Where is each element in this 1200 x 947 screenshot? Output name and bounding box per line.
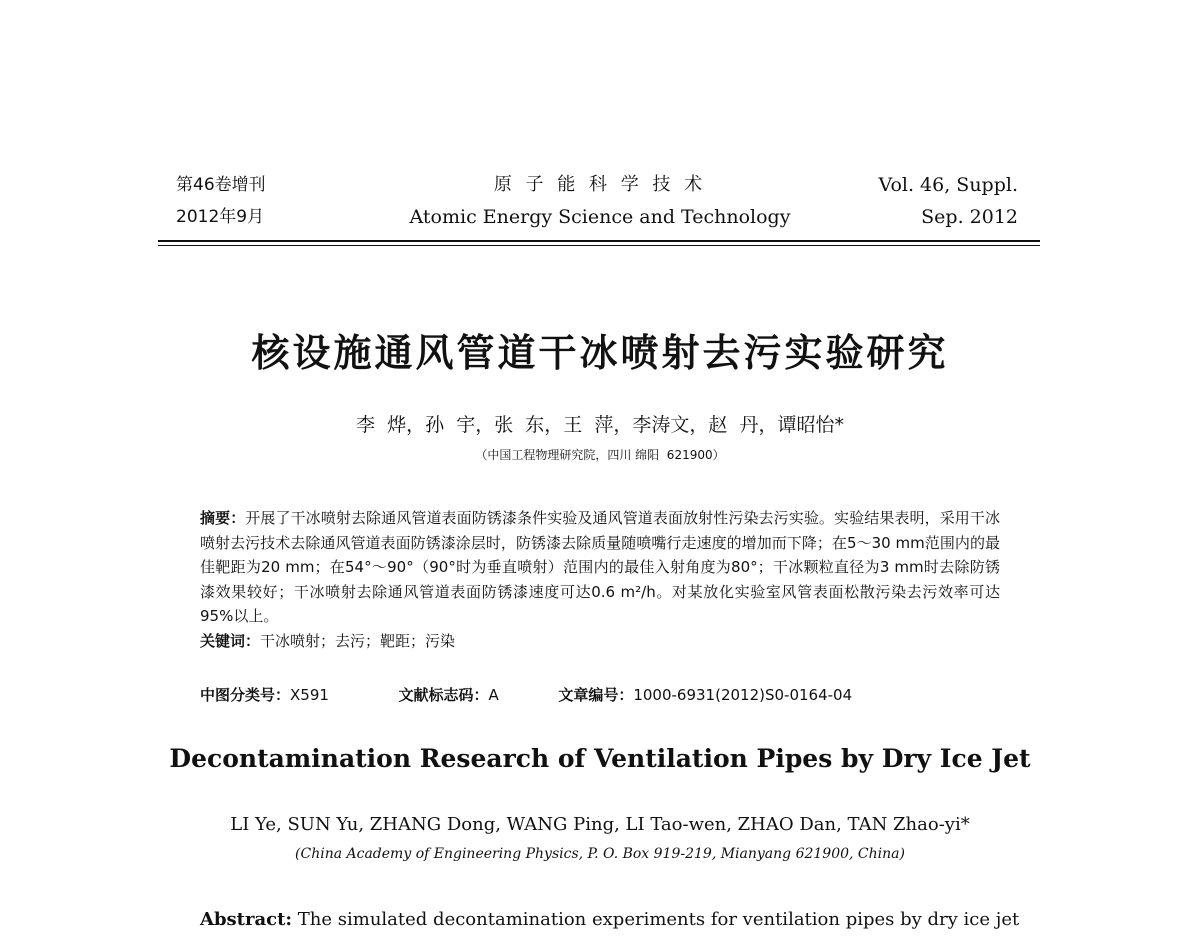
article-number-label: 文章编号： <box>558 686 634 704</box>
doc-code-value: A <box>488 686 499 704</box>
date-en: Sep. 2012 <box>921 206 1018 228</box>
header-rule-top <box>158 240 1040 242</box>
abstract-en-text: The simulated decontamination experiments for ventilation pipes by dry ice jet <box>292 909 1020 930</box>
affiliation-en: (China Academy of Engineering Physics, P. O. Box 919-219, Mianyang 621900, China) <box>295 846 905 862</box>
abstract-cn-label: 摘要： <box>200 509 246 527</box>
abstract-en-label: Abstract: <box>200 909 293 930</box>
affiliation-cn: （中国工程物理研究院，四川 绵阳 621900） <box>475 448 725 462</box>
article-number-value: 1000-6931(2012)S0-0164-04 <box>633 686 853 704</box>
date-cn: 2012年9月 <box>176 207 265 227</box>
keywords-text: 干冰喷射；去污；靶距；污染 <box>260 631 456 650</box>
keywords-label: 关键词： <box>200 631 261 650</box>
abstract-cn-text: 开展了干冰喷射去除通风管道表面防锈漆条件实验及通风管道表面放射性污染去污实验。实验结果表明，采用干冰喷射去污技术去除通风管道表面防锈漆涂层时，防锈漆去除质量随喷嘴行走速度的增加而下降；在5～30 mm范围内的最佳靶距为20 mm；在54°～90°（90°时为垂直喷射）范围内的最佳入射角度为80°；干冰颗粒直径为3 mm时去除防锈漆效果较好；干冰喷射去除通风管道表面防锈漆速度可达0.6 m²/h。对某放化实验室风管表面松散污染去污效率可达95%以上。 <box>200 509 1000 625</box>
classification-row <box>200 684 852 705</box>
paper-title-en: Decontamination Research of Ventilation Pipes by Dry Ice Jet <box>169 744 1031 773</box>
authors-en: LI Ye, SUN Yu, ZHANG Dong, WANG Ping, LI Tao-wen, ZHAO Dan, TAN Zhao-yi* <box>230 814 970 835</box>
volume-cn: 第46卷增刊 <box>176 175 266 195</box>
paper-title-cn: 核设施通风管道干冰喷射去污实验研究 <box>251 331 949 375</box>
abstract-cn <box>200 506 1000 653</box>
authors-cn: 李 烨，孙 宇，张 东，王 萍，李涛文，赵 丹，谭昭怡* <box>356 414 844 436</box>
header-rule-bottom <box>158 245 1040 246</box>
doc-code-label: 文献标志码： <box>398 686 489 704</box>
clc-label: 中图分类号： <box>200 686 291 704</box>
clc-value: X591 <box>290 686 329 704</box>
abstract-en <box>200 909 1019 930</box>
journal-name-cn: 原 子 能 科 学 技 术 <box>493 174 707 195</box>
journal-name-en: Atomic Energy Science and Technology <box>409 206 791 228</box>
volume-en: Vol. 46, Suppl. <box>878 174 1018 196</box>
